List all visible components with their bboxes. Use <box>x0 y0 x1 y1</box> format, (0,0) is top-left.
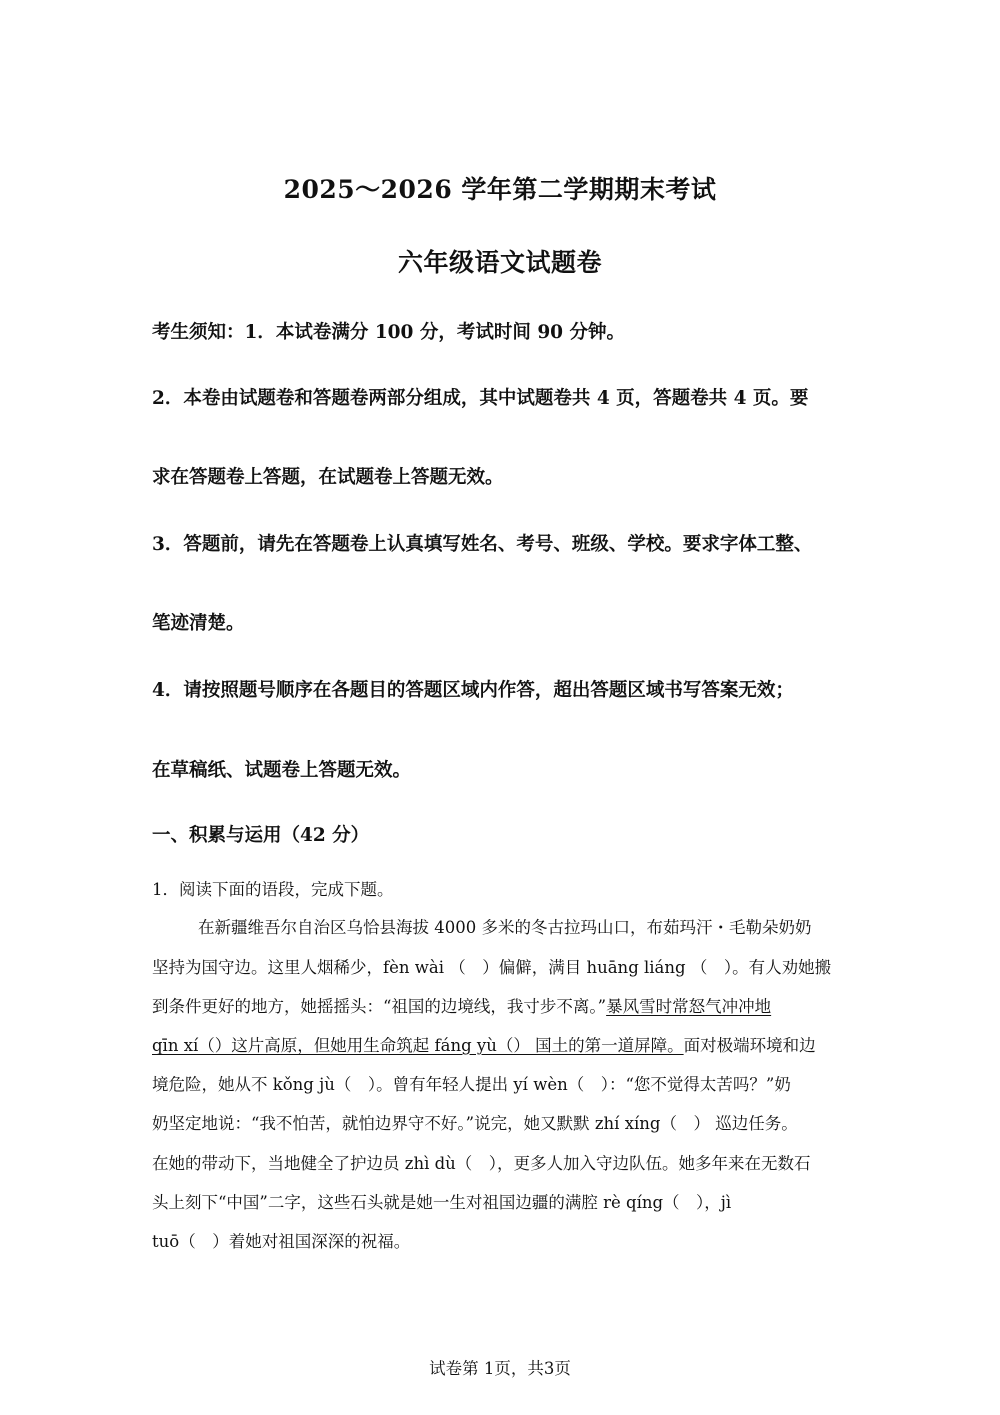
page-footer: 试卷第 1页，共3页 <box>429 1359 571 1378</box>
section-heading: 一、积累与运用（42 分） <box>152 825 370 846</box>
passage-line: 奶坚定地说：“我不怕苦，就怕边界守不好。”说完，她又默默 zhí xíng（ ） 巡边任务。 <box>152 1114 798 1133</box>
passage-line: tuō（ ）着她对祖国深深的祝福。 <box>152 1232 411 1251</box>
exam-subtitle: 六年级语文试题卷 <box>397 248 602 277</box>
passage-line: 在她的带动下，当地健全了护边员 zhì dù（ ），更多人加入守边队伍。她多年来在无数石 <box>152 1154 811 1173</box>
passage-line: 坚持为国守边。这里人烟稀少，fèn wài （ ）偏僻，满目 huāng liáng （ ）。有人劝她搬 <box>152 958 832 977</box>
passage-line <box>152 993 771 1017</box>
question-1-prompt: 1．阅读下面的语段，完成下题。 <box>152 880 394 899</box>
notice-line-2b: 求在答题卷上答题，在试题卷上答题无效。 <box>152 467 504 488</box>
notice-line-1: 考生须知：1．本试卷满分 100 分，考试时间 90 分钟。 <box>152 322 625 343</box>
notice-line-3a: 3．答题前，请先在答题卷上认真填写姓名、考号、班级、学校。要求字体工整、 <box>152 534 813 555</box>
passage-line: 头上刻下“中国”二字，这些石头就是她一生对祖国边疆的满腔 rè qíng（ ），jì <box>152 1193 732 1212</box>
notice-line-2a: 2．本卷由试题卷和答题卷两部分组成，其中试题卷共 4 页，答题卷共 4 页。要 <box>152 388 809 409</box>
passage-line: 境危险，她从不 kǒng jù（ ）。曾有年轻人提出 yí wèn（ ）：“您不觉得太苦吗？”奶 <box>152 1075 791 1094</box>
passage-line: 在新疆维吾尔自治区乌恰县海拔 4000 多米的冬古拉玛山口，布茹玛汗・毛勒朵奶奶 <box>198 918 812 937</box>
passage-text: 到条件更好的地方，她摇摇头：“祖国的边境线，我寸步不离。” <box>152 997 607 1016</box>
passage-text: 面对极端环境和边 <box>683 1036 816 1055</box>
underlined-sentence: 暴风雪时常怒气冲冲地 <box>606 997 772 1016</box>
exam-title: 2025～2026 学年第二学期期末考试 <box>283 175 717 204</box>
passage-line <box>152 1032 816 1056</box>
notice-line-4a: 4．请按照题号顺序在各题目的答题区域内作答，超出答题区域书写答案无效； <box>152 680 794 701</box>
notice-line-3b: 笔迹清楚。 <box>152 613 245 634</box>
underlined-sentence: qīn xí（）这片高原，但她用生命筑起 fáng yù（） 国土的第一道屏障。 <box>152 1036 684 1055</box>
notice-line-4b: 在草稿纸、试题卷上答题无效。 <box>152 760 412 781</box>
